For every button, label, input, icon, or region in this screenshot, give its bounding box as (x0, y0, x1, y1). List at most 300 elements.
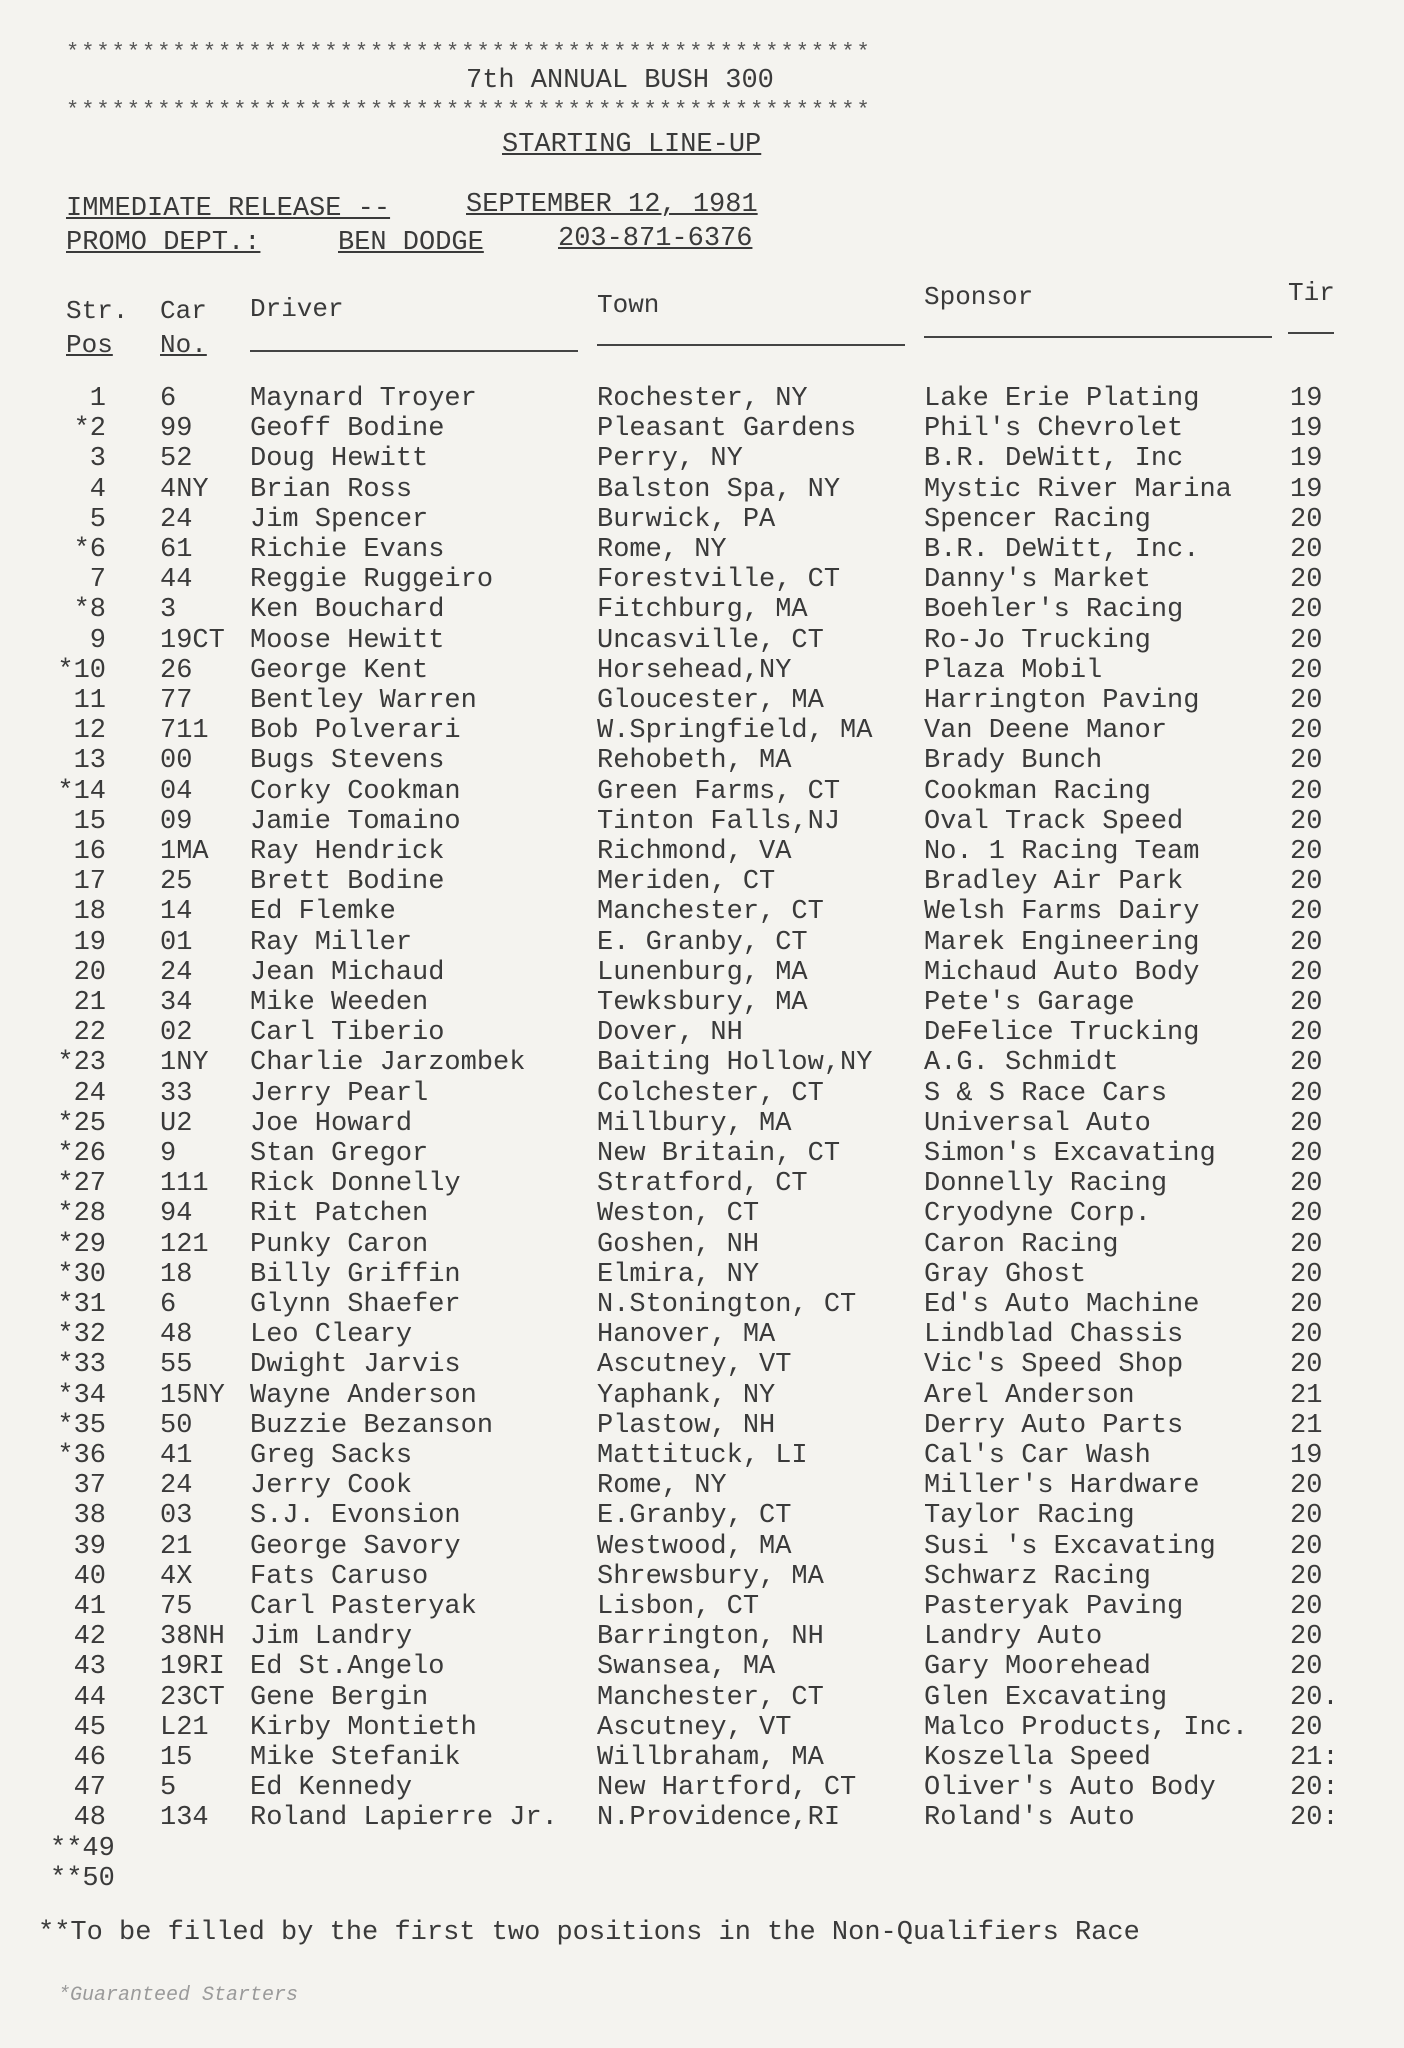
table-row (0, 1169, 1404, 1199)
col-header-driver: Driver (250, 294, 344, 324)
driver-name: Ed St.Angelo (250, 1652, 445, 1683)
driver-name: Rit Patchen (250, 1199, 429, 1230)
start-position: 46 (73, 1743, 106, 1773)
col-header-pos-line2: Pos (66, 330, 113, 360)
driver-name: Carl Tiberio (250, 1018, 445, 1049)
car-number: 33 (160, 1078, 193, 1109)
start-position: *33 (57, 1350, 106, 1381)
sponsor-name: Malco Products, Inc. (924, 1712, 1249, 1743)
table-row (0, 837, 1404, 867)
sponsor-name: Bradley Air Park (924, 867, 1184, 898)
car-number: 111 (160, 1169, 209, 1200)
tire-value: 20 (1290, 1561, 1323, 1592)
sponsor-name: Vic's Speed Shop (924, 1350, 1184, 1381)
driver-name: Bugs Stevens (250, 746, 445, 777)
table-row (0, 1411, 1404, 1441)
driver-name: Glynn Shaefer (250, 1290, 461, 1320)
tire-value: 20 (1290, 927, 1323, 958)
table-row (0, 1199, 1404, 1229)
driver-town: Meriden, CT (597, 867, 776, 898)
driver-name: Brian Ross (250, 474, 413, 505)
tire-value: 20 (1290, 1229, 1323, 1260)
driver-town: Manchester, CT (597, 1682, 824, 1713)
driver-name: Jean Michaud (250, 957, 445, 988)
start-position: 47 (73, 1773, 106, 1804)
rule-sponsor (924, 336, 1272, 338)
sponsor-name: No. 1 Racing Team (924, 837, 1200, 867)
sponsor-name: Miller's Hardware (924, 1471, 1200, 1502)
sponsor-name: Oliver's Auto Body (924, 1773, 1216, 1804)
start-position: 17 (73, 867, 106, 898)
table-row (0, 1683, 1404, 1713)
release-label: IMMEDIATE RELEASE -- (66, 194, 391, 224)
start-position: 39 (73, 1531, 106, 1562)
driver-name: Buzzie Bezanson (250, 1410, 494, 1441)
table-row (0, 928, 1404, 958)
tire-value: 21: (1290, 1743, 1339, 1773)
table-row (0, 1743, 1404, 1773)
table-row (0, 686, 1404, 716)
car-number: 5 (160, 1773, 177, 1804)
start-position: 21 (73, 988, 106, 1018)
driver-name: Maynard Troyer (250, 384, 477, 414)
start-position: 24 (73, 1078, 106, 1109)
tire-value: 21 (1290, 1410, 1323, 1441)
rule-town (597, 344, 905, 346)
driver-name: Jim Spencer (250, 504, 429, 535)
start-position: *27 (57, 1169, 106, 1200)
tire-value: 20. (1290, 1682, 1339, 1713)
start-position: *29 (57, 1229, 106, 1260)
car-number: 41 (160, 1441, 193, 1471)
table-row (0, 656, 1404, 686)
driver-name: Stan Gregor (250, 1139, 429, 1169)
start-position: *35 (57, 1410, 106, 1441)
driver-town: Swansea, MA (597, 1652, 776, 1683)
table-row (0, 1562, 1404, 1592)
promo-label: PROMO DEPT.: (66, 228, 261, 258)
driver-town: Lisbon, CT (597, 1592, 760, 1622)
tire-value: 21 (1290, 1380, 1323, 1411)
driver-town: Stratford, CT (597, 1169, 808, 1200)
car-number: 23CT (160, 1682, 225, 1713)
driver-name: Corky Cookman (250, 776, 461, 807)
sponsor-name: Koszella Speed (924, 1743, 1151, 1773)
driver-town: Yaphank, NY (597, 1380, 776, 1411)
driver-name: Moose Hewitt (250, 625, 445, 656)
driver-name: Reggie Ruggeiro (250, 565, 494, 596)
sponsor-name: Welsh Farms Dairy (924, 897, 1200, 928)
start-position: 16 (73, 837, 106, 867)
start-position: 40 (73, 1561, 106, 1592)
car-number: 99 (160, 414, 193, 445)
sponsor-name: Lindblad Chassis (924, 1320, 1184, 1351)
tire-value: 20 (1290, 1199, 1323, 1230)
table-row (0, 867, 1404, 897)
driver-name: Carl Pasteryak (250, 1592, 477, 1622)
sponsor-name: Gray Ghost (924, 1259, 1087, 1290)
driver-town: Colchester, CT (597, 1078, 824, 1109)
tire-value: 20 (1290, 595, 1323, 626)
driver-town: Rehobeth, MA (597, 746, 792, 777)
driver-town: Plastow, NH (597, 1410, 776, 1441)
car-number: 52 (160, 444, 193, 475)
driver-town: Elmira, NY (597, 1259, 760, 1290)
car-number: 02 (160, 1018, 193, 1049)
tire-value: 20 (1290, 1078, 1323, 1109)
table-row (0, 535, 1404, 565)
start-position: *30 (57, 1259, 106, 1290)
start-position: *34 (57, 1380, 106, 1411)
tire-value: 20 (1290, 806, 1323, 837)
start-position: 9 (89, 625, 106, 656)
sponsor-name: Van Deene Manor (924, 716, 1168, 747)
sponsor-name: Lake Erie Plating (924, 384, 1200, 414)
sponsor-name: Taylor Racing (924, 1501, 1135, 1532)
start-position: 18 (73, 897, 106, 928)
sponsor-name: Spencer Racing (924, 504, 1151, 535)
driver-town: Perry, NY (597, 444, 743, 475)
driver-town: Millbury, MA (597, 1108, 792, 1139)
start-position: 3 (89, 444, 106, 475)
tire-value: 20 (1290, 716, 1323, 747)
car-number: 6 (160, 384, 177, 414)
sponsor-name: Oval Track Speed (924, 806, 1184, 837)
driver-town: Goshen, NH (597, 1229, 760, 1260)
sponsor-name: Mystic River Marina (924, 474, 1232, 505)
sponsor-name: Michaud Auto Body (924, 957, 1200, 988)
tire-value: 20 (1290, 897, 1323, 928)
tire-value: 19 (1290, 474, 1323, 505)
sponsor-name: Ed's Auto Machine (924, 1290, 1200, 1320)
start-position: 15 (73, 806, 106, 837)
table-row (0, 1320, 1404, 1350)
driver-town: Rochester, NY (597, 384, 808, 414)
start-position: *32 (57, 1320, 106, 1351)
tire-value: 20 (1290, 1320, 1323, 1351)
car-number: 19CT (160, 625, 225, 656)
start-position: 37 (73, 1471, 106, 1502)
tire-value: 20 (1290, 1139, 1323, 1169)
car-number: 55 (160, 1350, 193, 1381)
car-number: 48 (160, 1320, 193, 1351)
sponsor-name: A.G. Schmidt (924, 1048, 1119, 1079)
start-position: *28 (57, 1199, 106, 1230)
start-position: *23 (57, 1048, 106, 1079)
driver-town: Dover, NH (597, 1018, 743, 1049)
tire-value: 20 (1290, 1712, 1323, 1743)
start-position: 12 (73, 716, 106, 747)
sponsor-name: Universal Auto (924, 1108, 1151, 1139)
tire-value: 20 (1290, 837, 1323, 867)
sponsor-name: Cal's Car Wash (924, 1441, 1151, 1471)
sponsor-name: Boehler's Racing (924, 595, 1184, 626)
sponsor-name: Roland's Auto (924, 1803, 1135, 1834)
start-position: 5 (89, 504, 106, 535)
col-header-tire: Tir (1288, 278, 1335, 308)
start-position: 22 (73, 1018, 106, 1049)
driver-name: Kirby Montieth (250, 1712, 477, 1743)
tire-value: 20: (1290, 1803, 1339, 1834)
driver-name: Roland Lapierre Jr. (250, 1803, 558, 1834)
driver-town: Rome, NY (597, 535, 727, 565)
table-row (0, 897, 1404, 927)
tire-value: 20 (1290, 1108, 1323, 1139)
tire-value: 20: (1290, 1773, 1339, 1804)
driver-town: Manchester, CT (597, 897, 824, 928)
driver-town: W.Springfield, MA (597, 716, 873, 747)
driver-name: Richie Evans (250, 535, 445, 565)
driver-name: Dwight Jarvis (250, 1350, 461, 1381)
tire-value: 19 (1290, 444, 1323, 475)
start-position: *36 (57, 1441, 106, 1471)
car-number: 15NY (160, 1380, 225, 1411)
driver-town: N.Providence,RI (597, 1803, 841, 1834)
driver-name: Geoff Bodine (250, 414, 445, 445)
driver-name: Greg Sacks (250, 1441, 413, 1471)
table-row (0, 1139, 1404, 1169)
car-number: 21 (160, 1531, 193, 1562)
table-row (0, 958, 1404, 988)
tire-value: 20 (1290, 1290, 1323, 1320)
tire-value: 20 (1290, 686, 1323, 716)
car-number: 94 (160, 1199, 193, 1230)
driver-name: Mike Weeden (250, 988, 429, 1018)
table-row (0, 1109, 1404, 1139)
table-row (0, 1834, 1404, 1864)
promo-contact: BEN DODGE (338, 228, 484, 258)
driver-town: Ascutney, VT (597, 1712, 792, 1743)
driver-name: Mike Stefanik (250, 1743, 461, 1773)
driver-name: Rick Donnelly (250, 1169, 461, 1200)
stars-bottom: ***************************************************** (66, 98, 872, 123)
table-row (0, 1441, 1404, 1471)
car-number: 1MA (160, 837, 209, 867)
table-row (0, 595, 1404, 625)
table-row (0, 807, 1404, 837)
table-row (0, 1260, 1404, 1290)
driver-town: New Britain, CT (597, 1139, 841, 1169)
driver-name: Fats Caruso (250, 1561, 429, 1592)
driver-town: Tewksbury, MA (597, 988, 808, 1018)
tire-value: 20 (1290, 1592, 1323, 1622)
table-row (0, 1592, 1404, 1622)
tire-value: 20 (1290, 535, 1323, 565)
sponsor-name: Caron Racing (924, 1229, 1119, 1260)
table-row (0, 414, 1404, 444)
start-position: 48 (73, 1803, 106, 1834)
driver-town: Lunenburg, MA (597, 957, 808, 988)
table-row (0, 505, 1404, 535)
tire-value: 20 (1290, 1018, 1323, 1049)
driver-name: Jerry Cook (250, 1471, 413, 1502)
table-row (0, 988, 1404, 1018)
driver-town: E.Granby, CT (597, 1501, 792, 1532)
car-number: 61 (160, 535, 193, 565)
car-number: 3 (160, 595, 177, 626)
footnote-non-qualifiers: **To be filled by the first two positions in the Non-Qualifiers Race (38, 1918, 1140, 1948)
driver-town: Weston, CT (597, 1199, 760, 1230)
driver-town: Balston Spa, NY (597, 474, 841, 505)
car-number: 9 (160, 1139, 177, 1169)
driver-town: Gloucester, MA (597, 686, 824, 716)
rule-tire (1288, 332, 1334, 334)
start-position: 13 (73, 746, 106, 777)
release-date: SEPTEMBER 12, 1981 (466, 190, 758, 220)
car-number: 24 (160, 504, 193, 535)
start-position: *14 (57, 776, 106, 807)
start-position: 20 (73, 957, 106, 988)
tire-value: 20 (1290, 1048, 1323, 1079)
car-number: 1NY (160, 1048, 209, 1079)
table-row (0, 716, 1404, 746)
start-position: *2 (73, 414, 106, 445)
tire-value: 20 (1290, 867, 1323, 898)
car-number: 75 (160, 1592, 193, 1622)
driver-name: Bentley Warren (250, 686, 477, 716)
table-row (0, 626, 1404, 656)
driver-name: Doug Hewitt (250, 444, 429, 475)
driver-name: Gene Bergin (250, 1682, 429, 1713)
tire-value: 20 (1290, 776, 1323, 807)
table-row (0, 1381, 1404, 1411)
tire-value: 19 (1290, 1441, 1323, 1471)
start-position: *31 (57, 1290, 106, 1320)
driver-town: Rome, NY (597, 1471, 727, 1502)
sponsor-name: Pete's Garage (924, 988, 1135, 1018)
driver-town: Burwick, PA (597, 504, 776, 535)
sponsor-name: Donnelly Racing (924, 1169, 1168, 1200)
driver-town: Westwood, MA (597, 1531, 792, 1562)
driver-name: Brett Bodine (250, 867, 445, 898)
driver-name: Wayne Anderson (250, 1380, 477, 1411)
driver-name: Jerry Pearl (250, 1078, 429, 1109)
driver-town: Hanover, MA (597, 1320, 776, 1351)
sponsor-name: Harrington Paving (924, 686, 1200, 716)
car-number: 25 (160, 867, 193, 898)
tire-value: 20 (1290, 1169, 1323, 1200)
start-position: *10 (57, 655, 106, 686)
sponsor-name: B.R. DeWitt, Inc. (924, 535, 1200, 565)
driver-town: E. Granby, CT (597, 927, 808, 958)
page-title: 7th ANNUAL BUSH 300 (466, 66, 774, 96)
driver-name: George Savory (250, 1531, 461, 1562)
tire-value: 20 (1290, 957, 1323, 988)
driver-town: Green Farms, CT (597, 776, 841, 807)
table-row (0, 1471, 1404, 1501)
start-position: 7 (89, 565, 106, 596)
driver-name: Leo Cleary (250, 1320, 413, 1351)
car-number: 19RI (160, 1652, 225, 1683)
sponsor-name: Gary Moorehead (924, 1652, 1151, 1683)
start-position: 4 (89, 474, 106, 505)
start-position: *8 (73, 595, 106, 626)
driver-town: Shrewsbury, MA (597, 1561, 824, 1592)
col-header-car-line2: No. (160, 330, 207, 360)
table-row (0, 746, 1404, 776)
driver-name: Ken Bouchard (250, 595, 445, 626)
table-row (0, 1230, 1404, 1260)
car-number: U2 (160, 1108, 193, 1139)
car-number: 14 (160, 897, 193, 928)
table-row (0, 1803, 1404, 1833)
car-number: 77 (160, 686, 193, 716)
page-subtitle: STARTING LINE-UP (502, 130, 762, 160)
table-row (0, 1079, 1404, 1109)
driver-town: Fitchburg, MA (597, 595, 808, 626)
car-number: 44 (160, 565, 193, 596)
car-number: 24 (160, 1471, 193, 1502)
driver-town: Willbraham, MA (597, 1743, 824, 1773)
tire-value: 20 (1290, 988, 1323, 1018)
start-position: 19 (73, 927, 106, 958)
driver-town: Pleasant Gardens (597, 414, 857, 445)
car-number: 4NY (160, 474, 209, 505)
tire-value: 20 (1290, 1652, 1323, 1683)
sponsor-name: Brady Bunch (924, 746, 1103, 777)
driver-town: Barrington, NH (597, 1622, 824, 1653)
driver-name: Charlie Jarzombek (250, 1048, 526, 1079)
start-position: **50 (50, 1863, 115, 1894)
driver-name: Jamie Tomaino (250, 806, 461, 837)
sponsor-name: Cookman Racing (924, 776, 1151, 807)
driver-name: Jim Landry (250, 1622, 413, 1653)
tire-value: 20 (1290, 1501, 1323, 1532)
car-number: 18 (160, 1259, 193, 1290)
col-header-sponsor: Sponsor (924, 282, 1034, 312)
car-number: 4X (160, 1561, 193, 1592)
car-number: 121 (160, 1229, 209, 1260)
sponsor-name: Glen Excavating (924, 1682, 1168, 1713)
driver-name: George Kent (250, 655, 429, 686)
col-header-pos (66, 294, 128, 362)
table-row (0, 444, 1404, 474)
car-number: 03 (160, 1501, 193, 1532)
car-number: 00 (160, 746, 193, 777)
driver-town: Forestville, CT (597, 565, 841, 596)
table-row (0, 1048, 1404, 1078)
start-position: *25 (57, 1108, 106, 1139)
tire-value: 20 (1290, 1471, 1323, 1502)
table-row (0, 1864, 1404, 1894)
sponsor-name: Ro-Jo Trucking (924, 625, 1151, 656)
tire-value: 20 (1290, 1622, 1323, 1653)
table-row (0, 1773, 1404, 1803)
table-row (0, 1018, 1404, 1048)
car-number: 15 (160, 1743, 193, 1773)
tire-value: 20 (1290, 625, 1323, 656)
driver-town: Tinton Falls,NJ (597, 806, 841, 837)
car-number: 34 (160, 988, 193, 1018)
tire-value: 19 (1290, 414, 1323, 445)
stars-top: ***************************************************** (66, 40, 872, 65)
car-number: 6 (160, 1290, 177, 1320)
sponsor-name: Marek Engineering (924, 927, 1200, 958)
car-number: 26 (160, 655, 193, 686)
driver-town: Uncasville, CT (597, 625, 824, 656)
driver-town: Baiting Hollow,NY (597, 1048, 873, 1079)
driver-town: Mattituck, LI (597, 1441, 808, 1471)
table-row (0, 1532, 1404, 1562)
start-position: 44 (73, 1682, 106, 1713)
tire-value: 20 (1290, 1259, 1323, 1290)
start-position: *6 (73, 535, 106, 565)
car-number: 711 (160, 716, 209, 747)
driver-name: S.J. Evonsion (250, 1501, 461, 1532)
tire-value: 20 (1290, 655, 1323, 686)
col-header-town: Town (597, 290, 660, 320)
sponsor-name: Plaza Mobil (924, 655, 1103, 686)
